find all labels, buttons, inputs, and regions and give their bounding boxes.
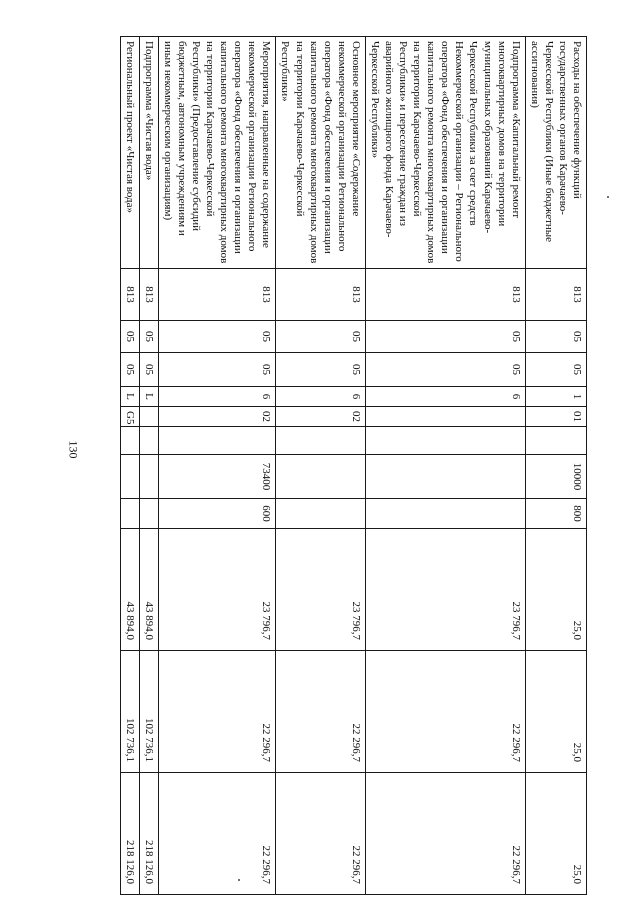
row-description: Основное мероприятие «Содержание некоммерческой организации Регионального оператора «Фонд обеспечения и организации капитального ремонта многоквартирных домов на территории Карачаево-Черкесской Республики» bbox=[276, 37, 365, 269]
cell-amount-year-2: 102 736,1 bbox=[139, 651, 158, 773]
cell-amount-year-2: 102 736,1 bbox=[120, 651, 139, 773]
budget-table bbox=[120, 36, 587, 895]
row-description: Региональный проект «Чистая вода» bbox=[120, 37, 139, 269]
cell-program-3 bbox=[525, 427, 586, 455]
cell-amount-year-1: 23 796,7 bbox=[276, 529, 365, 651]
cell-rz: 05 bbox=[276, 321, 365, 353]
cell-program-3 bbox=[158, 427, 276, 455]
cell-vr bbox=[120, 499, 139, 529]
cell-pr: 05 bbox=[525, 353, 586, 387]
cell-program-3 bbox=[365, 427, 525, 455]
cell-amount-year-3: 218 126,0 bbox=[120, 773, 139, 895]
cell-vr bbox=[365, 499, 525, 529]
cell-vr: 800 bbox=[525, 499, 586, 529]
cell-program-4 bbox=[139, 455, 158, 499]
cell-amount-year-1: 23 796,7 bbox=[158, 529, 276, 651]
cell-program-3 bbox=[139, 427, 158, 455]
cell-program-2: 02 bbox=[276, 407, 365, 427]
cell-gr: 813 bbox=[158, 269, 276, 321]
cell-program-2: 02 bbox=[158, 407, 276, 427]
cell-program-1: 6 bbox=[276, 387, 365, 407]
cell-program-1: 6 bbox=[158, 387, 276, 407]
cell-gr: 813 bbox=[276, 269, 365, 321]
cell-amount-year-1: 43 894,0 bbox=[139, 529, 158, 651]
cell-pr: 05 bbox=[276, 353, 365, 387]
cell-amount-year-2: 22 296,7 bbox=[365, 651, 525, 773]
cell-amount-year-1: 23 796,7 bbox=[365, 529, 525, 651]
cell-program-1: L bbox=[139, 387, 158, 407]
table-row bbox=[139, 37, 158, 895]
cell-pr: 05 bbox=[158, 353, 276, 387]
cell-amount-year-2: 25,0 bbox=[525, 651, 586, 773]
table-row bbox=[365, 37, 525, 895]
cell-gr: 813 bbox=[120, 269, 139, 321]
page-number: 130 bbox=[66, 440, 81, 459]
cell-program-1: L bbox=[120, 387, 139, 407]
cell-amount-year-2: 22 296,7 bbox=[158, 651, 276, 773]
cell-program-4: 73400 bbox=[158, 455, 276, 499]
table-row bbox=[276, 37, 365, 895]
cell-program-1: 1 bbox=[525, 387, 586, 407]
cell-amount-year-3: 22 296,7 bbox=[158, 773, 276, 895]
cell-gr: 813 bbox=[139, 269, 158, 321]
cell-pr: 05 bbox=[139, 353, 158, 387]
cell-program-2: G5 bbox=[120, 407, 139, 427]
table-row bbox=[525, 37, 586, 895]
cell-rz: 05 bbox=[525, 321, 586, 353]
cell-program-4: 10000 bbox=[525, 455, 586, 499]
row-description: Подпрограмма «Чистая вода» bbox=[139, 37, 158, 269]
table-row bbox=[120, 37, 139, 895]
cell-program-4 bbox=[365, 455, 525, 499]
cell-rz: 05 bbox=[120, 321, 139, 353]
table-row bbox=[158, 37, 276, 895]
cell-vr bbox=[139, 499, 158, 529]
cell-program-2 bbox=[139, 407, 158, 427]
row-description: Подпрограмма «Капитальный ремонт многоквартирных домов на территории муниципальных образований Карачаево-Черкесской Республики за счет средств Некоммерческой организации – Регионального оператора «Фонд обеспечения и организации капитального ремонта многоквартирных домов на территории Карачаево-Черкесской Республики» и переселение граждан из аварийного жилищного фонда Карачаево-Черкесской Республики» bbox=[365, 37, 525, 269]
row-description: Мероприятия, направленные на содержание некоммерческой организации Регионального оператора «Фонд обеспечения и организации капитального ремонта многоквартирных домов на территории Карачаево-Черкесской Республики» (Предоставление субсидий бюджетным, автономным учреждениям и иным некоммерческим организациям) bbox=[158, 37, 276, 269]
cell-program-4 bbox=[276, 455, 365, 499]
cell-amount-year-3: 22 296,7 bbox=[276, 773, 365, 895]
cell-amount-year-3: 218 126,0 bbox=[139, 773, 158, 895]
table-body bbox=[120, 37, 586, 895]
cell-amount-year-1: 43 894,0 bbox=[120, 529, 139, 651]
cell-pr: 05 bbox=[365, 353, 525, 387]
cell-pr: 05 bbox=[120, 353, 139, 387]
cell-rz: 05 bbox=[158, 321, 276, 353]
cell-amount-year-1: 25,0 bbox=[525, 529, 586, 651]
rotated-table-container bbox=[120, 36, 587, 894]
cell-vr: 600 bbox=[158, 499, 276, 529]
cell-amount-year-3: 25,0 bbox=[525, 773, 586, 895]
cell-amount-year-3: 22 296,7 bbox=[365, 773, 525, 895]
cell-gr: 813 bbox=[525, 269, 586, 321]
cell-program-2 bbox=[365, 407, 525, 427]
scan-speck bbox=[607, 196, 609, 198]
cell-rz: 05 bbox=[365, 321, 525, 353]
cell-gr: 813 bbox=[365, 269, 525, 321]
cell-program-3 bbox=[120, 427, 139, 455]
cell-program-4 bbox=[120, 455, 139, 499]
scan-speck bbox=[238, 879, 240, 881]
cell-program-2: 01 bbox=[525, 407, 586, 427]
row-description: Расходы на обеспечение функций государственных органов Карачаево-Черкесской Республики (Иные бюджетные ассигнования) bbox=[525, 37, 586, 269]
cell-amount-year-2: 22 296,7 bbox=[276, 651, 365, 773]
cell-program-1: 6 bbox=[365, 387, 525, 407]
cell-program-3 bbox=[276, 427, 365, 455]
cell-rz: 05 bbox=[139, 321, 158, 353]
cell-vr bbox=[276, 499, 365, 529]
